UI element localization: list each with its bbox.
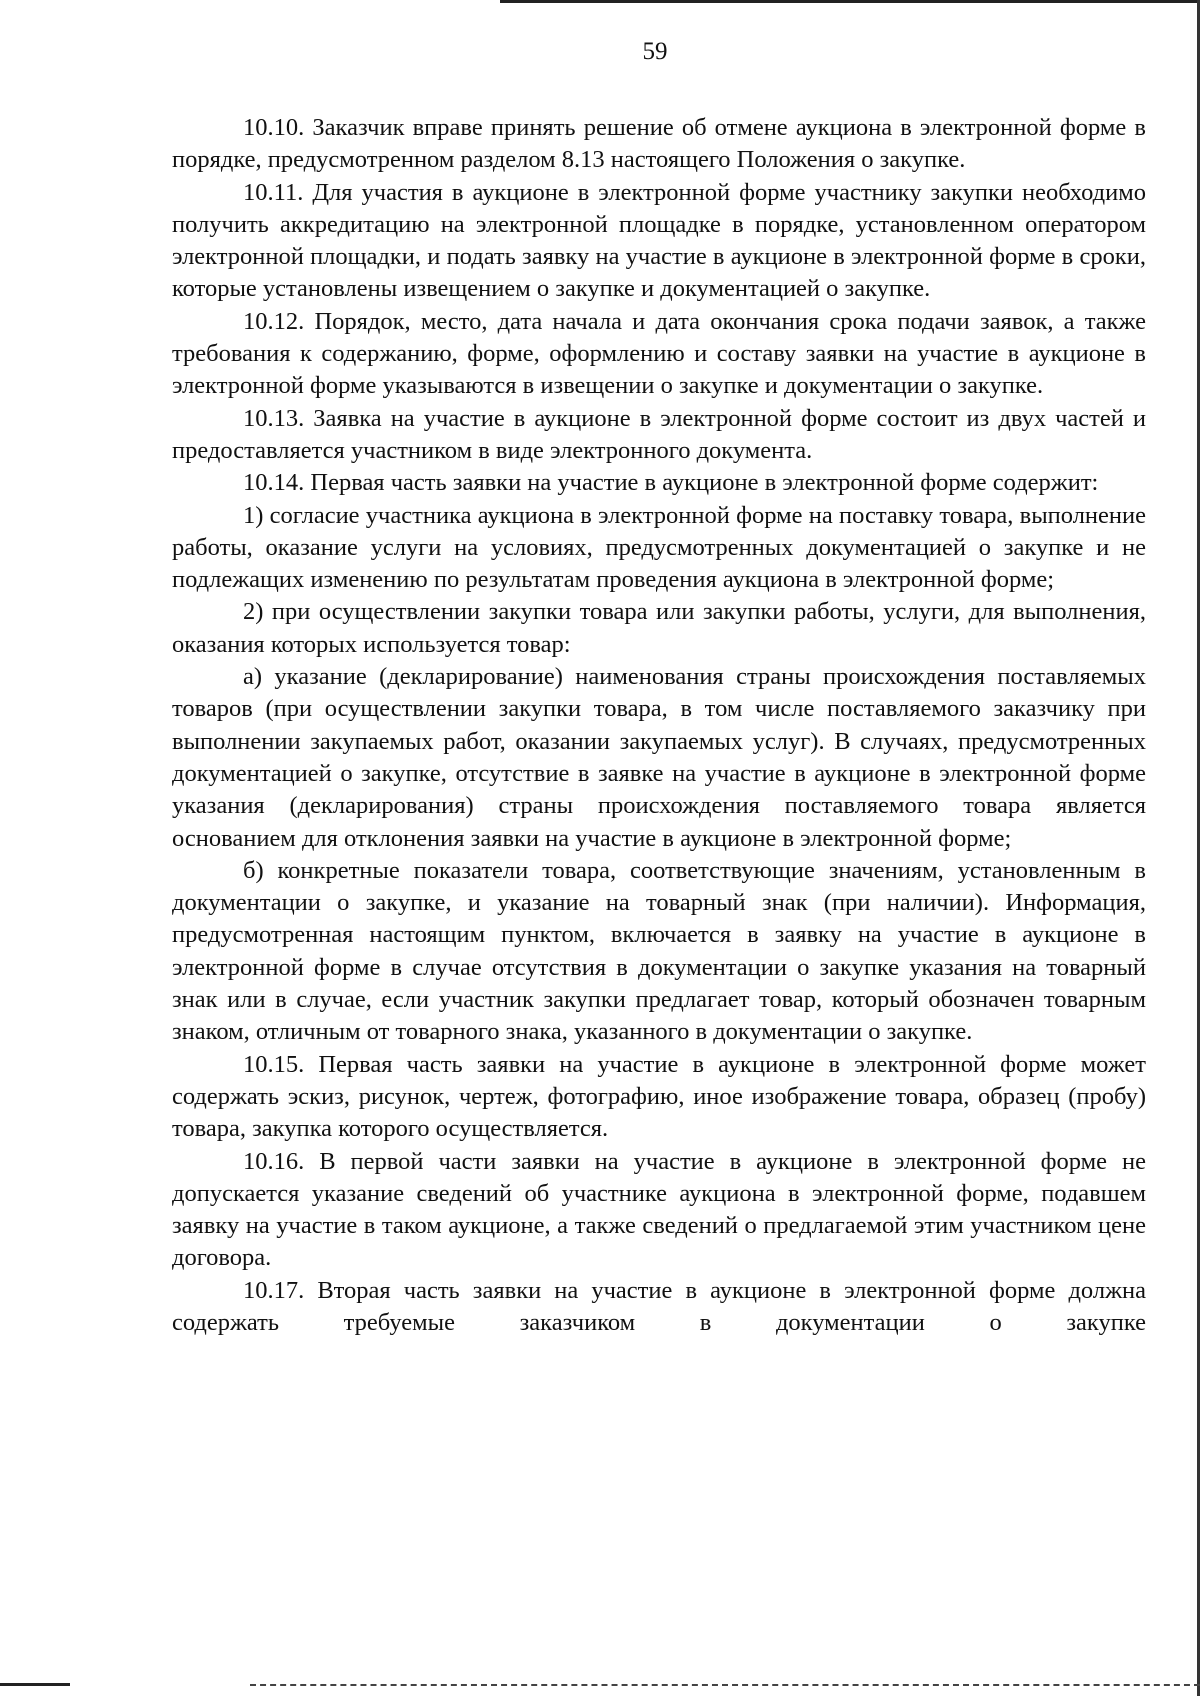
paragraph-10-15: 10.15. Первая часть заявки на участие в аукционе в электронной форме может содержать эскиз, рисунок, чертеж, фотографию, иное изображение товара, образец (пробу) товара, закупка которого осуществляется. [172,1050,1146,1143]
scan-edge-bottom [250,1684,1200,1686]
page-number: 59 [642,38,668,65]
list-item-2: 2) при осуществлении закупки товара или закупки работы, услуги, для выполнения, оказания которых используется товар: [172,598,1146,658]
paragraph-10-13: 10.13. Заявка на участие в аукционе в электронной форме состоит из двух частей и предоставляется участником в виде электронного документа. [172,404,1146,464]
document-body [172,112,1146,1339]
list-subitem-b: б) конкретные показатели товара, соответствующие значениям, установленным в документации о закупке, и указание на товарный знак (при наличии). Информация, предусмотренная настоящим пунктом, включается в заявку на участие в аукционе в электронной форме в случае отсутствия в документации о закупке указания на товарный знак или в случае, если участник закупки предлагает товар, который обозначен товарным знаком, отличным от товарного знака, указанного в документации о закупке. [172,856,1146,1046]
paragraph-10-11: 10.11. Для участия в аукционе в электронной форме участнику закупки необходимо получить аккредитацию на электронной площадке в порядке, установленном оператором электронной площадки, и подать заявку на участие в аукционе в электронной форме в сроки, которые установлены извещением о закупке и документацией о закупке. [172,178,1146,303]
scan-edge-top [500,0,1200,3]
paragraph-10-10: 10.10. Заказчик вправе принять решение об отмене аукциона в электронной форме в порядке, предусмотренном разделом 8.13 настоящего Положения о закупке. [172,114,1146,174]
paragraph-10-12: 10.12. Порядок, место, дата начала и дата окончания срока подачи заявок, а также требования к содержанию, форме, оформлению и составу заявки на участие в аукционе в электронной форме указываются в извещении о закупке и документации о закупке. [172,307,1146,400]
paragraph-10-14: 10.14. Первая часть заявки на участие в аукционе в электронной форме содержит: [243,469,1099,497]
paragraph-10-16: 10.16. В первой части заявки на участие в аукционе в электронной форме не допускается указание сведений об участнике аукциона в электронной форме, подавшем заявку на участие в таком аукционе, а также сведений о предлагаемой этим участником цене договора. [172,1147,1146,1272]
list-item-1: 1) согласие участника аукциона в электронной форме на поставку товара, выполнение работы, оказание услуги на условиях, предусмотренных документацией о закупке и не подлежащих изменению по результатам проведения аукциона в электронной форме; [172,501,1146,594]
paragraph-10-17: 10.17. Вторая часть заявки на участие в аукционе в электронной форме должна содержать требуемые заказчиком в документации о закупке [172,1276,1146,1336]
scan-edge-bottom-left [0,1683,70,1686]
list-subitem-a: а) указание (декларирование) наименования страны происхождения поставляемых товаров (при осуществлении закупки товара, в том числе поставляемого заказчику при выполнении закупаемых работ, оказании закупаемых услуг). В случаях, предусмотренных документацией о закупке, отсутствие в заявке на участие в аукционе в электронной форме указания (декларирования) страны происхождения поставляемого товара является основанием для отклонения заявки на участие в аукционе в электронной форме; [172,663,1146,852]
